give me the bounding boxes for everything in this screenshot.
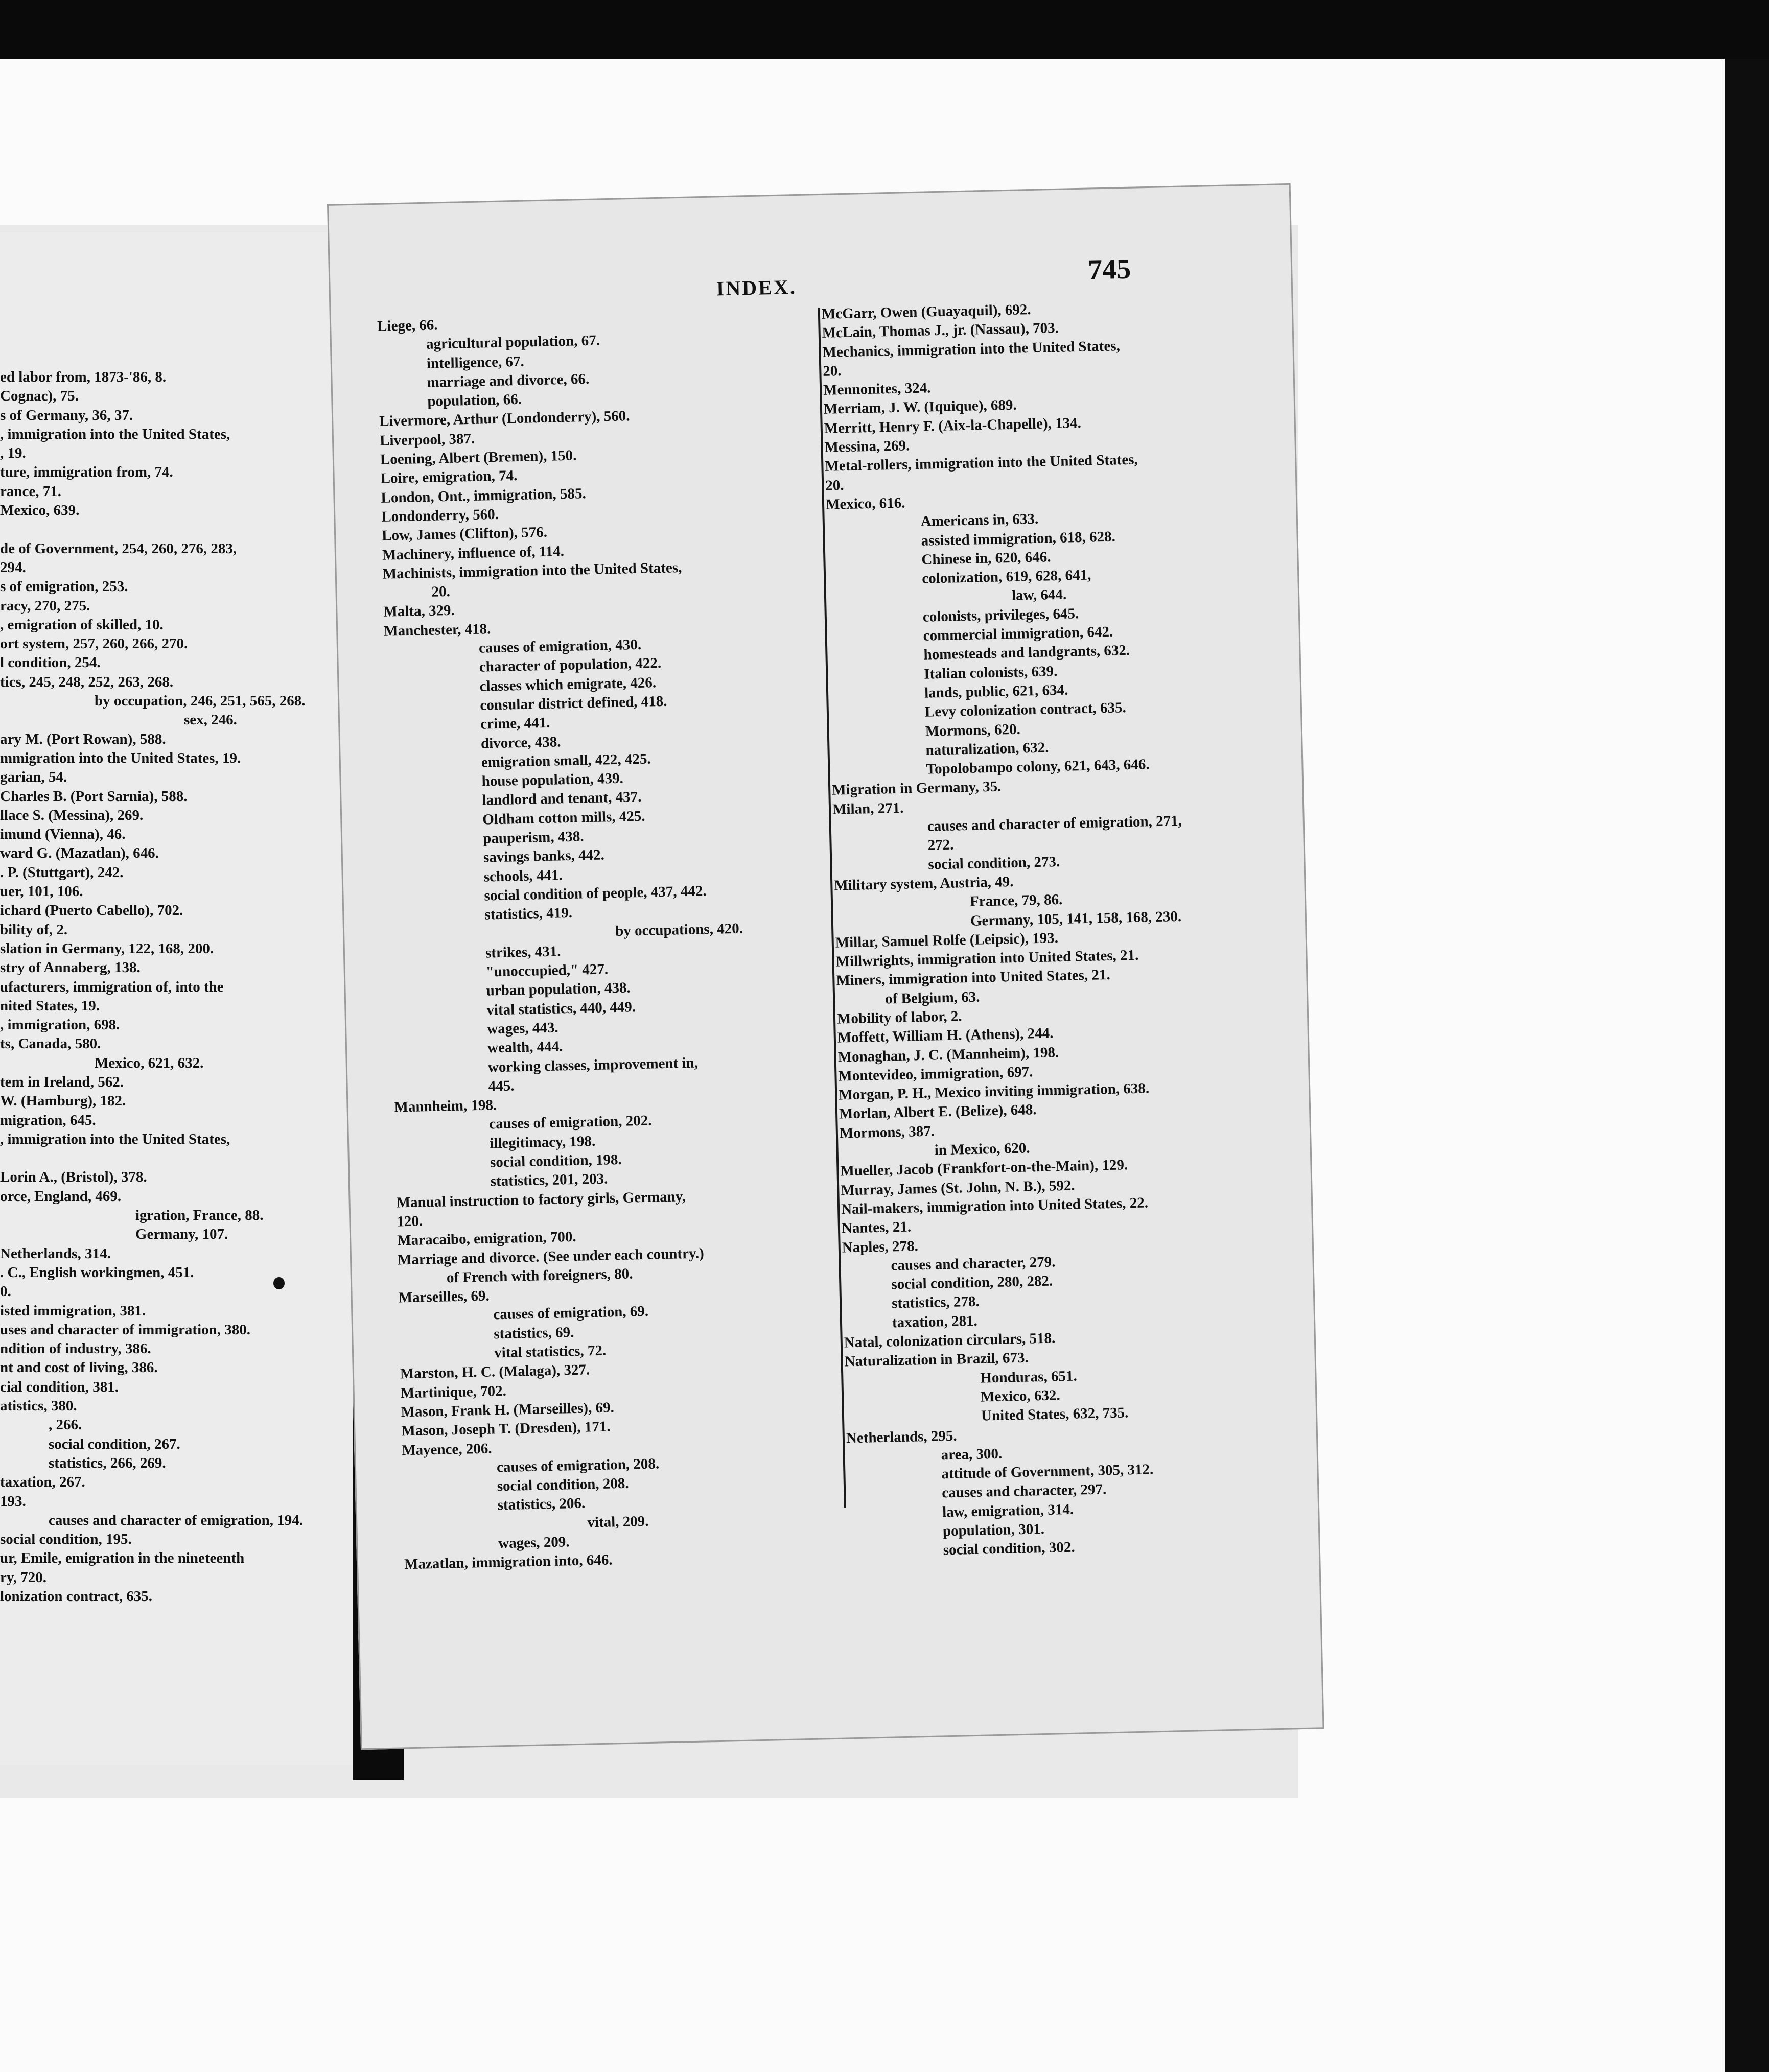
index-entry: Livermore, Arthur (Londonderry), 560.	[379, 408, 630, 430]
index-entry: Mormons, 387.	[839, 1123, 935, 1142]
index-entry: , emigration of skilled, 10.	[0, 616, 164, 633]
index-entry: Mason, Joseph T. (Dresden), 171.	[401, 1418, 611, 1440]
index-entry: lands, public, 621, 634.	[924, 681, 1068, 701]
index-entry: population, 301.	[942, 1520, 1045, 1540]
index-entry: social condition, 302.	[943, 1539, 1075, 1559]
index-entry: nited States, 19.	[0, 997, 100, 1014]
index-entry: emigration small, 422, 425.	[481, 750, 651, 771]
index-entry: commercial immigration, 642.	[923, 623, 1113, 644]
index-entry: causes and character of emigration, 271,	[927, 812, 1182, 835]
index-entry: de of Government, 254, 260, 276, 283,	[0, 540, 237, 557]
index-entry: Mexico, 621, 632.	[95, 1054, 204, 1071]
index-entry: social condition, 267.	[49, 1435, 180, 1452]
index-entry: migration, 645.	[0, 1112, 96, 1128]
index-entry: W. (Hamburg), 182.	[0, 1093, 126, 1110]
index-entry: ary M. (Port Rowan), 588.	[0, 731, 166, 747]
index-entry: working classes, improvement in,	[487, 1054, 699, 1076]
index-entry: social condition, 198.	[490, 1151, 622, 1171]
index-entry: llace S. (Messina), 269.	[0, 807, 144, 823]
index-entry: ichard (Puerto Cabello), 702.	[0, 902, 183, 919]
index-entry: homesteads and landgrants, 632.	[923, 642, 1130, 664]
index-entry: Loire, emigration, 74.	[380, 467, 518, 487]
index-entry: Marston, H. C. (Malaga), 327.	[400, 1361, 590, 1382]
index-entry: Montevideo, immigration, 697.	[838, 1064, 1033, 1085]
index-entry: Millar, Samuel Rolfe (Leipsic), 193.	[835, 929, 1059, 951]
index-entry: social condition, 208.	[497, 1475, 629, 1495]
index-entry: l condition, 254.	[0, 654, 101, 671]
index-entry: causes of emigration, 208.	[496, 1455, 660, 1476]
index-entry: agricultural population, 67.	[426, 332, 600, 353]
index-entry: wages, 209.	[498, 1534, 570, 1552]
index-entry: Mexico, 616.	[825, 495, 905, 513]
index-entry: s of emigration, 253.	[0, 578, 128, 595]
index-entry: vital, 209.	[587, 1513, 649, 1531]
index-entry: illegitimacy, 198.	[489, 1133, 596, 1152]
left-page	[0, 232, 354, 1765]
index-entry: Mobility of labor, 2.	[836, 1008, 962, 1027]
index-entry: Messina, 269.	[824, 437, 910, 456]
index-entry: 20.	[431, 583, 451, 600]
index-entry: Lorin A., (Bristol), 378.	[0, 1169, 147, 1186]
index-entry: Manchester, 418.	[383, 620, 491, 640]
index-entry: orce, England, 469.	[0, 1188, 122, 1205]
index-entry: social condition, 280, 282.	[891, 1273, 1053, 1293]
index-entry: classes which emigrate, 426.	[479, 674, 657, 695]
index-entry: area, 300.	[941, 1445, 1003, 1464]
index-entry: Netherlands, 314.	[0, 1245, 111, 1262]
index-entry: Loening, Albert (Bremen), 150.	[380, 447, 577, 468]
index-entry: Nantes, 21.	[841, 1218, 912, 1237]
index-entry: ort system, 257, 260, 266, 270.	[0, 635, 188, 652]
index-entry: intelligence, 67.	[426, 353, 525, 372]
index-entry: Malta, 329.	[383, 602, 455, 621]
index-entry: Murray, James (St. John, N. B.), 592.	[840, 1177, 1075, 1199]
index-entry: Mormons, 620.	[925, 721, 1021, 740]
index-entry: Martinique, 702.	[400, 1382, 507, 1402]
index-entry: McLain, Thomas J., jr. (Nassau), 703.	[822, 320, 1059, 342]
index-entry: tics, 245, 248, 252, 263, 268.	[0, 673, 174, 690]
index-entry: causes and character, 279.	[891, 1254, 1056, 1274]
index-entry: Milan, 271.	[832, 799, 904, 818]
index-entry: Italian colonists, 639.	[923, 663, 1058, 682]
index-entry: uer, 101, 106.	[0, 883, 83, 900]
index-entry: population, 66.	[427, 391, 522, 410]
index-entry: , 19.	[0, 445, 26, 462]
index-entry: urban population, 438.	[486, 979, 631, 999]
index-entry: isted immigration, 381.	[0, 1302, 146, 1319]
index-entry: Miners, immigration into United States, 21.	[836, 967, 1111, 990]
index-entry: social condition, 195.	[0, 1531, 132, 1548]
index-entry: 193.	[0, 1493, 26, 1510]
index-entry: Oldham cotton mills, 425.	[482, 808, 645, 828]
right-dark-strip	[1725, 59, 1769, 2072]
index-entry: Naturalization in Brazil, 673.	[844, 1349, 1029, 1370]
index-entry: statistics, 419.	[484, 905, 573, 923]
index-entry: Germany, 107.	[135, 1226, 228, 1243]
left-page-text	[0, 368, 354, 1606]
index-entry: 20.	[823, 363, 842, 380]
index-entry: Mexico, 639.	[0, 502, 80, 519]
index-entry: causes and character of emigration, 194.	[49, 1512, 304, 1528]
index-entry: causes of emigration, 430.	[478, 636, 642, 656]
index-entry: Mazatlan, immigration into, 646.	[404, 1551, 613, 1573]
index-column-2	[822, 295, 1309, 1562]
index-entry: in Mexico, 620.	[934, 1140, 1030, 1159]
index-entry: igration, France, 88.	[135, 1207, 264, 1224]
index-entry: ry, 720.	[0, 1569, 47, 1586]
index-entry: Topolobampo colony, 621, 643, 646.	[926, 756, 1150, 778]
index-entry: ts, Canada, 580.	[0, 1035, 101, 1052]
index-entry: Americans in, 633.	[920, 511, 1039, 530]
index-entry: slation in Germany, 122, 168, 200.	[0, 940, 214, 957]
index-entry: Manual instruction to factory girls, Germany,	[396, 1188, 686, 1211]
index-entry: Marseilles, 69.	[398, 1287, 490, 1306]
index-entry: Mexico, 632.	[980, 1387, 1060, 1405]
index-entry: imund (Vienna), 46.	[0, 826, 126, 843]
index-entry: character of population, 422.	[479, 655, 662, 676]
index-entry: colonization, 619, 628, 641,	[921, 567, 1091, 587]
index-entry: schools, 441.	[483, 866, 563, 885]
index-entry: Machinery, influence of, 114.	[382, 543, 565, 563]
index-entry: London, Ont., immigration, 585.	[381, 485, 587, 506]
index-entry: social condition, 273.	[928, 853, 1060, 873]
index-entry: , immigration into the United States,	[0, 1131, 230, 1147]
index-entry: Moffett, William H. (Athens), 244.	[837, 1025, 1054, 1046]
index-entry: statistics, 266, 269.	[49, 1454, 166, 1471]
index-entry: ufacturers, immigration of, into the	[0, 978, 224, 995]
index-entry: Levy colonization contract, 635.	[924, 699, 1127, 720]
index-entry: Honduras, 651.	[980, 1368, 1078, 1386]
index-entry: statistics, 201, 203.	[490, 1170, 608, 1190]
index-entry: causes and character, 297.	[941, 1481, 1107, 1501]
index-entry: pauperism, 438.	[482, 828, 584, 847]
index-entry: wealth, 444.	[487, 1038, 563, 1056]
index-entry: Mannheim, 198.	[394, 1097, 497, 1116]
index-entry: 294.	[0, 559, 26, 576]
index-entry: crime, 441.	[480, 714, 550, 733]
index-entry: attitude of Government, 305, 312.	[941, 1461, 1154, 1482]
index-entry: naturalization, 632.	[925, 739, 1049, 759]
index-entry: 20.	[825, 477, 844, 494]
index-entry: , immigration, 698.	[0, 1017, 120, 1033]
index-entry: statistics, 278.	[891, 1293, 980, 1312]
index-entry: Metal-rollers, immigration into the United States,	[825, 451, 1138, 475]
index-entry: Mueller, Jacob (Frankfort-on-the-Main), 129.	[840, 1157, 1128, 1180]
index-entry: Mennonites, 324.	[823, 380, 931, 399]
right-page	[327, 183, 1324, 1750]
index-entry: mmigration into the United States, 19.	[0, 749, 241, 766]
index-entry: vital statistics, 72.	[494, 1342, 607, 1361]
index-column-1	[377, 308, 849, 1574]
index-entry: Military system, Austria, 49.	[833, 873, 1014, 894]
index-entry: Migration in Germany, 35.	[831, 778, 1002, 799]
index-entry: racy, 270, 275.	[0, 597, 90, 614]
index-entry: statistics, 206.	[497, 1495, 586, 1514]
index-entry: Netherlands, 295.	[846, 1427, 957, 1446]
index-entry: France, 79, 86.	[969, 891, 1063, 910]
index-entry: McGarr, Owen (Guayaquil), 692.	[821, 301, 1031, 322]
index-entry: ward G. (Mazatlan), 646.	[0, 845, 159, 862]
index-entry: taxation, 267.	[0, 1474, 85, 1491]
index-entry: strikes, 431.	[485, 943, 561, 961]
index-entry: ur, Emile, emigration in the nineteenth	[0, 1550, 245, 1567]
index-entry: Millwrights, immigration into United States, 21.	[835, 947, 1139, 970]
index-entry: vital statistics, 440, 449.	[486, 998, 636, 1019]
index-entry: Londonderry, 560.	[381, 506, 499, 525]
index-entry: Morgan, P. H., Mexico inviting immigration, 638.	[838, 1080, 1150, 1103]
index-entry: Low, James (Clifton), 576.	[381, 524, 548, 545]
index-entry: of Belgium, 63.	[884, 988, 980, 1007]
index-entry: Maracaibo, emigration, 700.	[397, 1229, 576, 1249]
index-entry: consular district defined, 418.	[480, 693, 667, 714]
ink-spot	[273, 1277, 285, 1289]
index-entry: Nail-makers, immigration into United States, 22.	[841, 1194, 1149, 1218]
index-entry: Cognac), 75.	[0, 388, 79, 405]
index-entry: causes of emigration, 69.	[493, 1303, 649, 1323]
index-entry: nt and cost of living, 386.	[0, 1359, 158, 1376]
index-entry: law, emigration, 314.	[942, 1501, 1074, 1521]
index-entry: by occupations, 420.	[615, 920, 743, 939]
index-entry: atistics, 380.	[0, 1398, 77, 1415]
index-entry: house population, 439.	[481, 770, 624, 790]
index-entry: divorce, 438.	[480, 733, 561, 752]
index-entry: Mason, Frank H. (Marseilles), 69.	[401, 1399, 615, 1421]
index-entry: lonization contract, 635.	[0, 1588, 153, 1605]
index-entry: stry of Annaberg, 138.	[0, 959, 141, 976]
index-entry: . P. (Stuttgart), 242.	[0, 864, 124, 881]
index-entry: colonists, privileges, 645.	[922, 605, 1079, 625]
index-entry: United States, 632, 735.	[981, 1404, 1129, 1424]
index-entry: Chinese in, 620, 646.	[921, 549, 1051, 568]
index-entry: . C., English workingmen, 451.	[0, 1264, 194, 1281]
index-entry: Liege, 66.	[377, 317, 438, 335]
index-entry: sex, 246.	[184, 712, 237, 728]
index-entry	[0, 520, 354, 539]
index-entry: tem in Ireland, 562.	[0, 1073, 124, 1090]
index-entry: Merritt, Henry F. (Aix-la-Chapelle), 134.	[824, 414, 1082, 437]
index-entry: s of Germany, 36, 37.	[0, 407, 133, 423]
index-entry: cial condition, 381.	[0, 1378, 119, 1395]
index-entry: Machinists, immigration into the United States,	[382, 559, 682, 582]
index-entry: , 266.	[49, 1417, 82, 1433]
index-entry: Merriam, J. W. (Iquique), 689.	[823, 397, 1017, 418]
index-entry: assisted immigration, 618, 628.	[921, 528, 1116, 549]
index-entry: Naples, 278.	[842, 1237, 919, 1256]
index-entry: taxation, 281.	[892, 1312, 978, 1331]
index-entry: Monaghan, J. C. (Mannheim), 198.	[837, 1044, 1059, 1066]
index-entry: Natal, colonization circulars, 518.	[844, 1330, 1056, 1351]
index-entry: ndition of industry, 386.	[0, 1340, 151, 1357]
index-entry: causes of emigration, 202.	[489, 1113, 652, 1133]
index-entry: Morlan, Albert E. (Belize), 648.	[839, 1101, 1037, 1123]
index-entry: by occupation, 246, 251, 565, 268.	[95, 693, 306, 710]
page-number: 745	[1087, 253, 1131, 286]
index-entry: 445.	[488, 1077, 515, 1095]
index-entry: "unoccupied," 427.	[485, 961, 609, 980]
index-entry: Marriage and divorce. (See under each country.)	[397, 1244, 705, 1268]
index-entry: 0.	[0, 1283, 11, 1300]
index-entry: Mechanics, immigration into the United States,	[822, 337, 1121, 361]
index-entry: ture, immigration from, 74.	[0, 464, 173, 481]
index-entry: rance, 71.	[0, 483, 61, 500]
index-entry: Mayence, 206.	[401, 1440, 492, 1458]
index-entry: uses and character of immigration, 380.	[0, 1321, 250, 1338]
index-entry: social condition of people, 437, 442.	[484, 883, 707, 904]
index-entry: savings banks, 442.	[483, 846, 605, 866]
index-entry: 272.	[927, 836, 954, 854]
index-entry: wages, 443.	[486, 1019, 558, 1038]
index-entry: Germany, 105, 141, 158, 168, 230.	[970, 908, 1182, 929]
index-entry: bility of, 2.	[0, 921, 68, 938]
index-entry: Charles B. (Port Sarnia), 588.	[0, 788, 188, 805]
top-dark-band	[0, 0, 1769, 59]
index-entry	[0, 1149, 354, 1168]
page-title: INDEX.	[716, 275, 797, 300]
index-entry: law, 644.	[1011, 586, 1067, 604]
index-entry: marriage and divorce, 66.	[427, 370, 590, 391]
index-entry: of French with foreigners, 80.	[446, 1265, 633, 1286]
index-entry: landlord and tenant, 437.	[482, 789, 642, 809]
index-entry: Liverpool, 387.	[379, 430, 475, 449]
index-entry: , immigration into the United States,	[0, 426, 230, 442]
index-entry: statistics, 69.	[493, 1324, 574, 1343]
index-entry: 120.	[397, 1213, 423, 1230]
index-entry: ed labor from, 1873-'86, 8.	[0, 369, 167, 385]
index-entry: garian, 54.	[0, 769, 67, 786]
